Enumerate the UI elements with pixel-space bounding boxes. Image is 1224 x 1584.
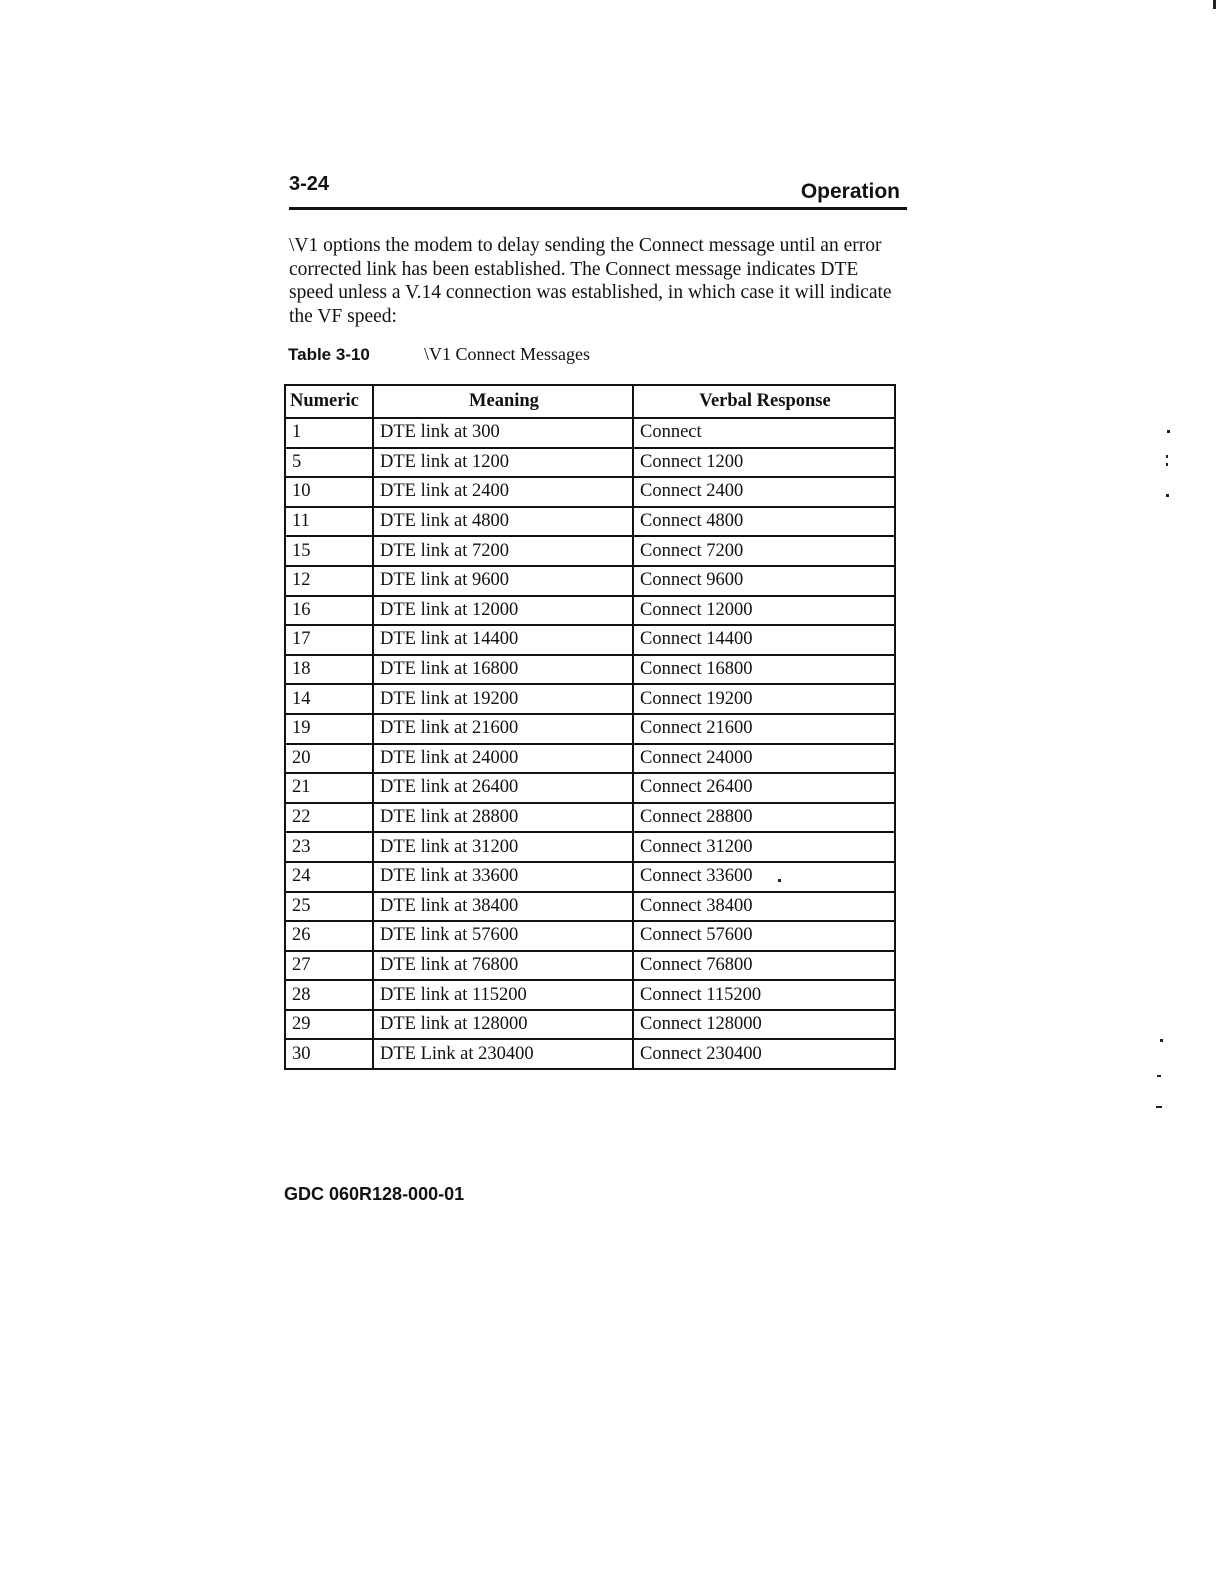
cell-numeric: 24 (285, 862, 373, 892)
cell-verbal-response: Connect 31200 (633, 832, 895, 862)
cell-verbal-response: Connect 76800 (633, 951, 895, 981)
header-numeric: Numeric (285, 385, 373, 418)
table-row (285, 803, 895, 833)
table-row (285, 773, 895, 803)
cell-meaning: DTE link at 4800 (373, 507, 633, 537)
cell-numeric: 26 (285, 921, 373, 951)
cell-verbal-response: Connect 9600 (633, 566, 895, 596)
table-row (285, 655, 895, 685)
table-row (285, 684, 895, 714)
cell-meaning: DTE link at 38400 (373, 892, 633, 922)
cell-numeric: 30 (285, 1039, 373, 1069)
table-row (285, 1039, 895, 1069)
cell-numeric: 10 (285, 477, 373, 507)
table-row (285, 1010, 895, 1040)
cell-verbal-response: Connect 16800 (633, 655, 895, 685)
table-row (285, 566, 895, 596)
cell-meaning: DTE link at 16800 (373, 655, 633, 685)
cell-meaning: DTE link at 31200 (373, 832, 633, 862)
cell-verbal-response: Connect 28800 (633, 803, 895, 833)
cell-meaning: DTE link at 115200 (373, 980, 633, 1010)
cell-verbal-response: Connect 2400 (633, 477, 895, 507)
cell-meaning: DTE link at 14400 (373, 625, 633, 655)
cell-meaning: DTE link at 33600 (373, 862, 633, 892)
scan-mark (1166, 455, 1168, 458)
cell-verbal-response: Connect (633, 418, 895, 448)
scan-mark (1157, 1075, 1161, 1077)
document-id: GDC 060R128-000-01 (284, 1184, 465, 1204)
cell-numeric: 17 (285, 625, 373, 655)
cell-meaning: DTE link at 57600 (373, 921, 633, 951)
cell-meaning: DTE link at 12000 (373, 596, 633, 626)
cell-numeric: 28 (285, 980, 373, 1010)
cell-verbal-response: Connect 1200 (633, 448, 895, 478)
cell-meaning: DTE link at 28800 (373, 803, 633, 833)
scan-mark (1166, 463, 1168, 466)
cell-numeric: 11 (285, 507, 373, 537)
cell-verbal-response: Connect 57600 (633, 921, 895, 951)
table-caption (288, 344, 590, 365)
cell-numeric: 19 (285, 714, 373, 744)
cell-verbal-response: Connect 115200 (633, 980, 895, 1010)
cell-verbal-response: Connect 4800 (633, 507, 895, 537)
cell-verbal-response: Connect 128000 (633, 1010, 895, 1040)
table-row (285, 477, 895, 507)
table-row (285, 418, 895, 448)
cell-numeric: 15 (285, 536, 373, 566)
table-row (285, 744, 895, 774)
cell-verbal-response: Connect 24000 (633, 744, 895, 774)
cell-numeric: 12 (285, 566, 373, 596)
scan-mark (1166, 494, 1169, 497)
cell-numeric: 23 (285, 832, 373, 862)
cell-numeric: 27 (285, 951, 373, 981)
cell-meaning: DTE Link at 230400 (373, 1039, 633, 1069)
cell-numeric: 18 (285, 655, 373, 685)
cell-meaning: DTE link at 2400 (373, 477, 633, 507)
connect-messages-table (284, 384, 896, 1070)
table-row (285, 714, 895, 744)
cell-meaning: DTE link at 7200 (373, 536, 633, 566)
table-label: Table 3-10 (288, 345, 370, 364)
cell-meaning: DTE link at 9600 (373, 566, 633, 596)
scan-mark (1156, 1106, 1162, 1108)
table-title: \V1 Connect Messages (424, 344, 590, 364)
cell-meaning: DTE link at 300 (373, 418, 633, 448)
cell-meaning: DTE link at 24000 (373, 744, 633, 774)
cell-numeric: 5 (285, 448, 373, 478)
intro-paragraph: \V1 options the modem to delay sending the Connect message until an error corrected link has been established. The Connect message indicates DTE speed unless a V.14 connection was established, in which case it will indicate the VF speed: (289, 235, 892, 327)
cell-verbal-response: Connect 230400 (633, 1039, 895, 1069)
table-row (285, 862, 895, 892)
table-row (285, 507, 895, 537)
cell-verbal-response: Connect 14400 (633, 625, 895, 655)
cell-numeric: 29 (285, 1010, 373, 1040)
scan-mark (778, 879, 781, 882)
cell-verbal-response: Connect 21600 (633, 714, 895, 744)
table-row (285, 596, 895, 626)
table-row (285, 625, 895, 655)
table-row (285, 448, 895, 478)
cell-verbal-response: Connect 19200 (633, 684, 895, 714)
cell-meaning: DTE link at 26400 (373, 773, 633, 803)
cell-numeric: 14 (285, 684, 373, 714)
cell-verbal-response: Connect 26400 (633, 773, 895, 803)
cell-numeric: 16 (285, 596, 373, 626)
table-body (285, 418, 895, 1069)
cell-meaning: DTE link at 21600 (373, 714, 633, 744)
cell-meaning: DTE link at 128000 (373, 1010, 633, 1040)
scan-mark (1213, 0, 1216, 9)
table-header-row (285, 385, 895, 418)
cell-verbal-response: Connect 33600 (633, 862, 895, 892)
cell-numeric: 20 (285, 744, 373, 774)
cell-meaning: DTE link at 1200 (373, 448, 633, 478)
table-row (285, 980, 895, 1010)
table-row (285, 832, 895, 862)
cell-numeric: 1 (285, 418, 373, 448)
page-number: 3-24 (289, 173, 330, 195)
cell-numeric: 22 (285, 803, 373, 833)
cell-verbal-response: Connect 38400 (633, 892, 895, 922)
cell-verbal-response: Connect 12000 (633, 596, 895, 626)
cell-verbal-response: Connect 7200 (633, 536, 895, 566)
table-row (285, 536, 895, 566)
cell-meaning: DTE link at 19200 (373, 684, 633, 714)
cell-numeric: 21 (285, 773, 373, 803)
scan-mark (1167, 430, 1170, 433)
table-row (285, 892, 895, 922)
scan-mark (1160, 1039, 1163, 1042)
table-row (285, 921, 895, 951)
header-verbal-response: Verbal Response (633, 385, 895, 418)
header-meaning: Meaning (373, 385, 633, 418)
section-title: Operation (800, 180, 900, 203)
cell-numeric: 25 (285, 892, 373, 922)
header-rule (289, 207, 907, 210)
cell-meaning: DTE link at 76800 (373, 951, 633, 981)
table-row (285, 951, 895, 981)
